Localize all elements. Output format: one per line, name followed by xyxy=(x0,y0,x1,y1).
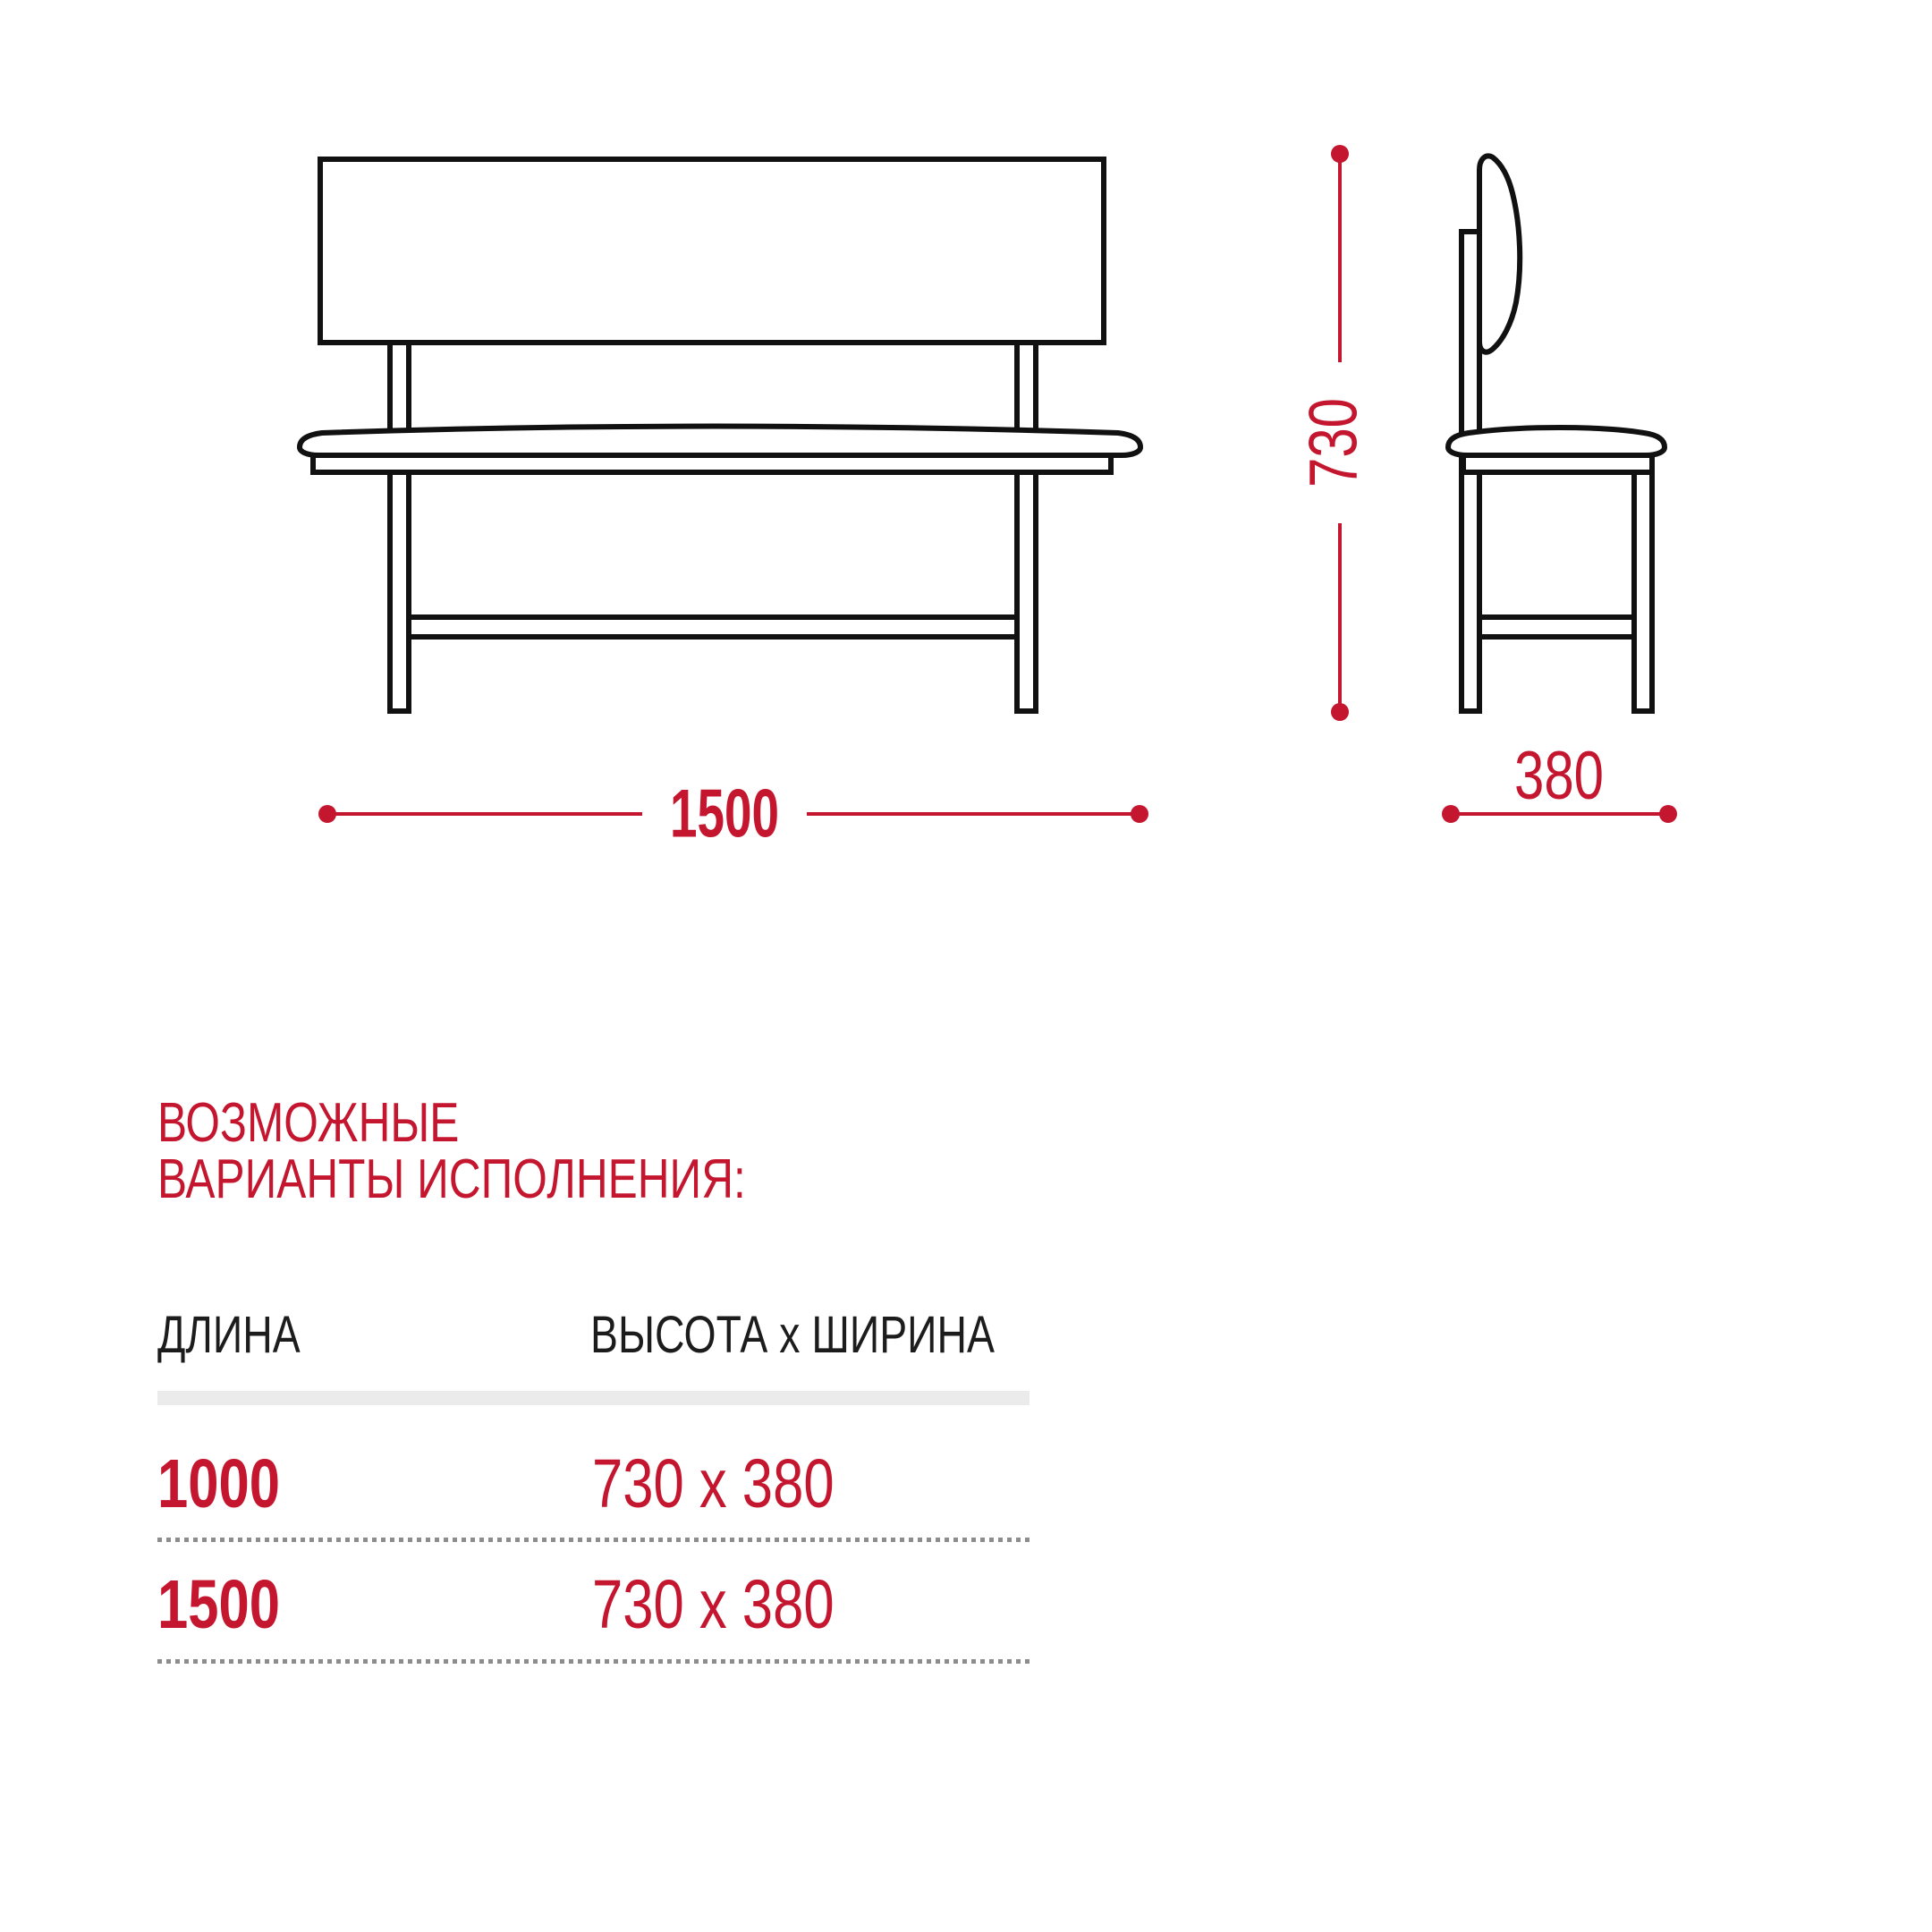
variants-heading-line1: ВОЗМОЖНЫЕ xyxy=(157,1092,460,1154)
column-header-length-label: ДЛИНА xyxy=(157,1306,301,1364)
dim-height-value: 730 xyxy=(1295,374,1372,487)
column-header-size-label: ВЫСОТА x ШИРИНА xyxy=(590,1306,995,1364)
side-seat-apron xyxy=(1463,455,1652,472)
dim-width-dot-right xyxy=(1659,805,1677,823)
bench-front-view xyxy=(300,159,1140,711)
variants-heading xyxy=(157,1092,893,1210)
side-stretcher xyxy=(1479,617,1634,637)
dim-length xyxy=(318,776,1148,852)
table-row-2-size-value: 730 x 380 xyxy=(592,1566,835,1643)
side-seat-plank xyxy=(1448,428,1665,455)
front-left-post xyxy=(390,343,409,711)
table-header-divider xyxy=(157,1391,1030,1405)
table-row-2-length xyxy=(157,1566,310,1643)
front-seat-plank xyxy=(300,427,1140,456)
table-row-1-size-value: 730 x 380 xyxy=(592,1445,835,1522)
table-row-1-size xyxy=(592,1445,894,1522)
dim-height-dot-top xyxy=(1331,145,1349,163)
table-row-2-length-value: 1500 xyxy=(157,1566,281,1643)
table-row-1-length-value: 1000 xyxy=(157,1445,281,1522)
side-backrest-panel xyxy=(1479,156,1520,352)
technical-drawing xyxy=(0,0,1932,903)
variants-heading-line2: ВАРИАНТЫ ИСПОЛНЕНИЯ: xyxy=(157,1148,746,1210)
dim-length-dot-right xyxy=(1131,805,1148,823)
dim-height-dot-bottom xyxy=(1331,703,1349,721)
front-right-post xyxy=(1017,343,1036,711)
column-header-length xyxy=(157,1306,336,1364)
dim-width-dot-left xyxy=(1442,805,1460,823)
front-seat-apron xyxy=(313,455,1111,472)
table-row-separator-2 xyxy=(157,1659,1030,1664)
table-row-separator-1 xyxy=(157,1538,1030,1542)
dim-length-dot-left xyxy=(318,805,336,823)
table-row-2-size xyxy=(592,1566,894,1643)
dim-height xyxy=(1296,145,1372,721)
column-header-size xyxy=(590,1306,1096,1364)
dim-length-value: 1500 xyxy=(670,775,779,852)
table-row-1-length xyxy=(157,1445,310,1522)
front-stretcher xyxy=(409,617,1017,637)
dim-width xyxy=(1442,738,1677,823)
dim-width-value: 380 xyxy=(1514,738,1604,814)
bench-side-view xyxy=(1448,156,1665,711)
front-backrest xyxy=(320,159,1104,343)
side-front-leg xyxy=(1634,455,1652,711)
